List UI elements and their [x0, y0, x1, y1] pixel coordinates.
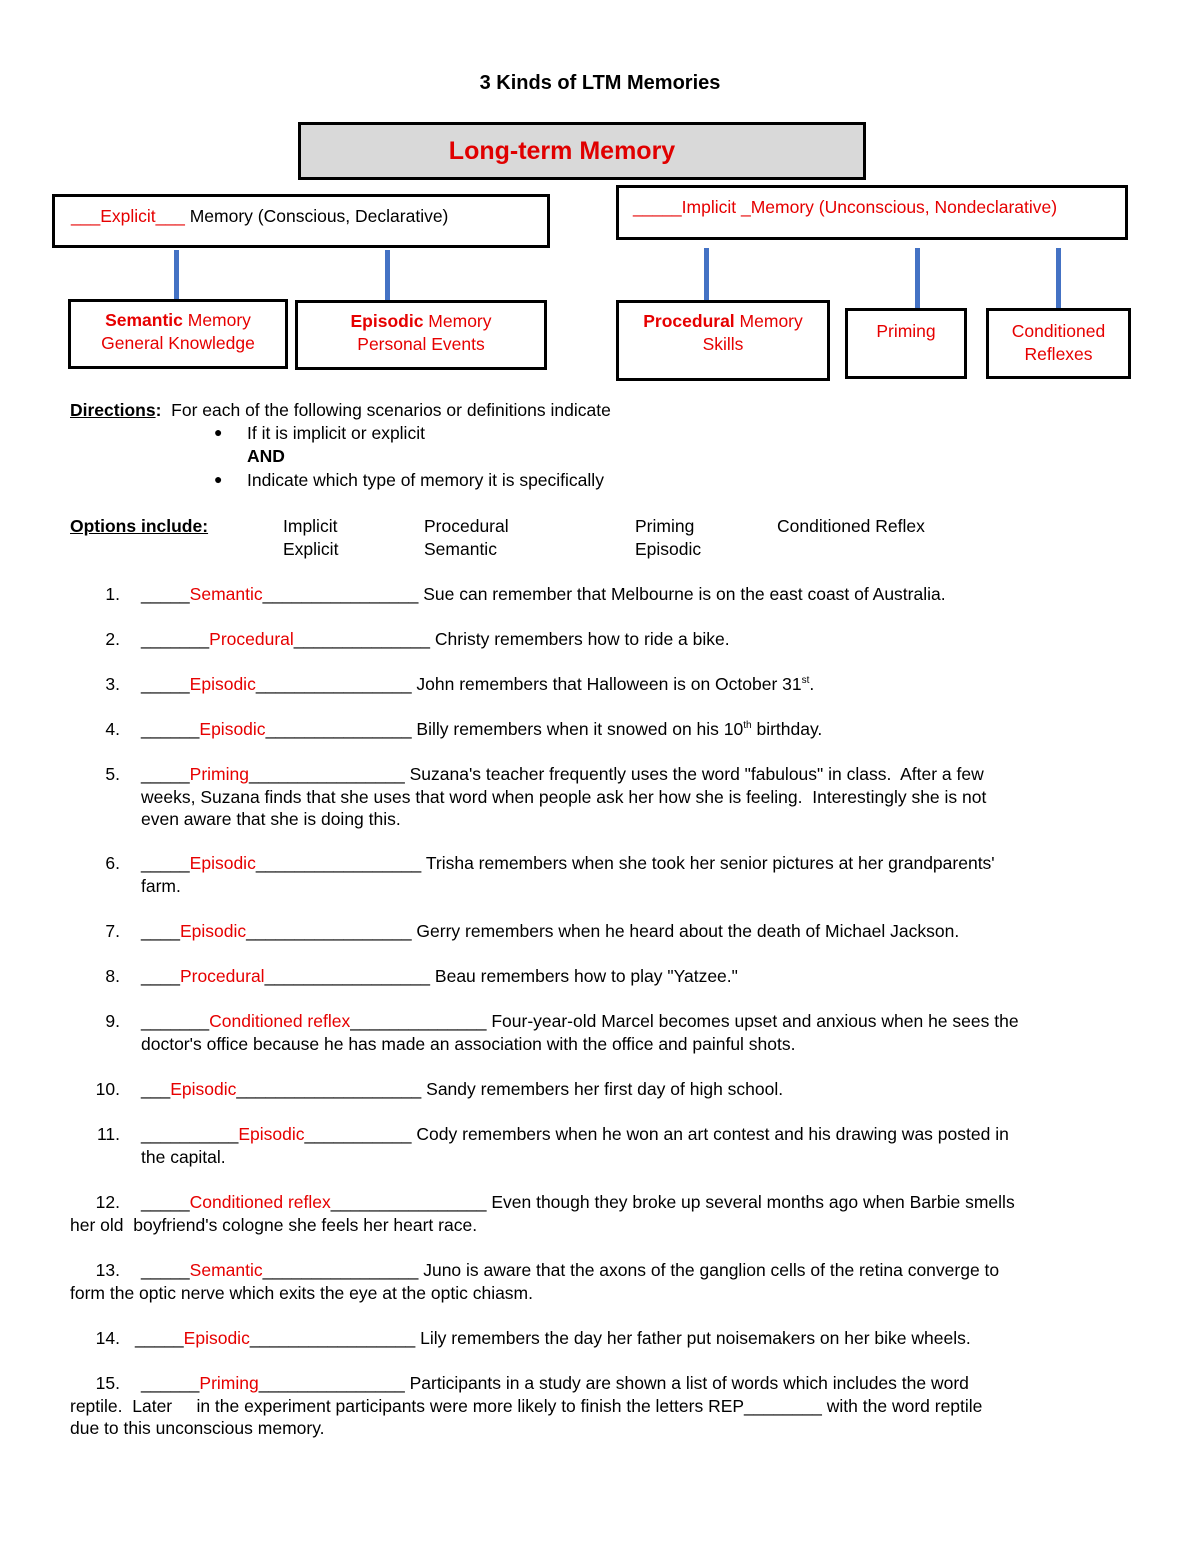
- item-blank-pre: _____: [141, 853, 190, 873]
- item-line: [141, 763, 984, 786]
- item-blank-pre: _____: [141, 1260, 190, 1280]
- item-text: Four-year-old Marcel becomes upset and anxious when he sees the: [486, 1011, 1019, 1031]
- item-superscript: st: [801, 675, 810, 687]
- item-number: 12.: [95, 1192, 120, 1212]
- option-conditioned-reflex: Conditioned Reflex: [777, 516, 925, 536]
- item-text: Participants in a study are shown a list of words which includes the word: [404, 1373, 969, 1393]
- item-line: [141, 1123, 1009, 1146]
- item-blank-post: _______________: [265, 719, 412, 739]
- connector-line: [915, 248, 920, 308]
- item-blank-pre: ______: [141, 719, 200, 739]
- item-answer: Conditioned reflex: [209, 1011, 351, 1031]
- option-implicit: Implicit: [283, 516, 338, 536]
- episodic-rest: Memory: [423, 311, 492, 331]
- implicit-label: Memory (Unconscious, Nondeclarative): [750, 197, 1058, 217]
- connector-line: [385, 250, 390, 300]
- directions-colon: :: [155, 400, 162, 420]
- item-superscript: th: [743, 720, 752, 732]
- item-blank-post: _________________: [264, 966, 431, 986]
- directions-bullet-1: If it is implicit or explicit: [247, 423, 425, 443]
- item-blank-post: ________________: [330, 1192, 487, 1212]
- item-number: 8.: [105, 966, 120, 986]
- item-blank-pre: _____: [135, 1328, 184, 1348]
- item-blank-pre: ______: [141, 1373, 200, 1393]
- item-line: [141, 920, 959, 943]
- episodic-bold: Episodic: [350, 311, 424, 331]
- item-number: 13.: [95, 1260, 120, 1280]
- item-number: 15.: [95, 1373, 120, 1393]
- item-number: 10.: [95, 1079, 120, 1099]
- option-priming: Priming: [635, 516, 695, 536]
- item-blank-post: _________________: [246, 921, 412, 941]
- options-heading: Options include:: [70, 516, 209, 536]
- item-line: [141, 1372, 969, 1395]
- item-text: Sandy remembers her first day of high school.: [421, 1079, 784, 1099]
- item-text: Beau remembers how to play "Yatzee.": [430, 966, 738, 986]
- item-continuation: weeks, Suzana finds that she uses that word when people ask her how she is feeling. Interestingly she is not: [141, 786, 987, 807]
- implicit-answer: Implicit _: [681, 197, 751, 217]
- item-number: 5.: [105, 764, 120, 784]
- item-blank-post: _______________: [258, 1373, 405, 1393]
- procedural-memory-box: [616, 300, 830, 381]
- item-blank-post: ________________: [262, 584, 419, 604]
- item-tail: .: [809, 674, 815, 694]
- item-answer: Priming: [189, 764, 249, 784]
- procedural-sub: Skills: [702, 334, 744, 354]
- item-blank-post: ______________: [350, 1011, 487, 1031]
- long-term-memory-box: Long-term Memory: [298, 122, 866, 180]
- connector-line: [174, 250, 179, 300]
- connector-line: [704, 248, 709, 300]
- item-blank-pre: __________: [141, 1124, 239, 1144]
- item-continuation: the capital.: [141, 1146, 226, 1167]
- item-number: 3.: [105, 674, 120, 694]
- item-continuation: her old boyfriend's cologne she feels her heart race.: [70, 1214, 478, 1235]
- procedural-bold: Procedural: [643, 311, 735, 331]
- episodic-sub: Personal Events: [357, 334, 485, 354]
- connector-line: [1056, 248, 1061, 308]
- item-line: [141, 583, 946, 606]
- explicit-label: Memory (Conscious, Declarative): [184, 206, 449, 226]
- item-text: Even though they broke up several months ago when Barbie smells: [486, 1192, 1015, 1212]
- item-answer: Episodic: [170, 1079, 237, 1099]
- item-answer: Procedural: [179, 966, 265, 986]
- item-blank-post: ________________: [249, 764, 405, 784]
- item-number: 11.: [96, 1124, 120, 1144]
- item-number: 2.: [105, 629, 120, 649]
- item-number: 7.: [105, 921, 120, 941]
- item-blank-post: _________________: [249, 1328, 416, 1348]
- item-continuation: doctor's office because he has made an association with the office and painful shots.: [141, 1033, 796, 1054]
- item-blank-pre: ____: [141, 921, 180, 941]
- item-answer: Episodic: [183, 1328, 250, 1348]
- conditioned-reflexes-box: [986, 308, 1131, 379]
- directions-line: [70, 399, 611, 422]
- option-semantic: Semantic: [424, 539, 497, 559]
- directions-bullet-2: Indicate which type of memory it is specifically: [247, 470, 604, 490]
- item-tail: birthday.: [751, 719, 823, 739]
- item-answer: Semantic: [189, 1260, 263, 1280]
- item-blank-pre: ____: [141, 966, 180, 986]
- item-blank-post: ________________: [262, 1260, 419, 1280]
- item-blank-pre: _____: [141, 764, 190, 784]
- option-procedural: Procedural: [424, 516, 509, 536]
- item-blank-pre: _______: [141, 1011, 210, 1031]
- item-number: 14.: [95, 1328, 120, 1348]
- item-number: 9.: [105, 1011, 120, 1031]
- item-answer: Episodic: [199, 719, 266, 739]
- item-continuation: due to this unconscious memory.: [70, 1418, 325, 1438]
- item-answer: Priming: [199, 1373, 259, 1393]
- implicit-memory-box: [616, 185, 1128, 240]
- directions-text: For each of the following scenarios or definitions indicate: [171, 400, 611, 420]
- option-explicit: Explicit: [283, 539, 339, 559]
- semantic-sub: General Knowledge: [101, 333, 255, 353]
- item-answer: Episodic: [189, 674, 256, 694]
- item-answer: Procedural: [209, 629, 294, 649]
- item-blank-post: ___________________: [236, 1079, 422, 1099]
- item-number: 6.: [105, 853, 120, 873]
- item-text: John remembers that Halloween is on October 31: [411, 674, 802, 694]
- page-title: 3 Kinds of LTM Memories: [479, 72, 721, 94]
- item-number: 1.: [105, 584, 120, 604]
- item-continuation: even aware that she is doing this.: [141, 809, 401, 829]
- item-blank-post: ________________: [255, 674, 412, 694]
- directions-and: AND: [247, 446, 285, 466]
- bullet-icon: ●: [214, 424, 223, 440]
- priming-label: Priming: [876, 321, 936, 341]
- explicit-blank-pre: ___: [71, 206, 101, 226]
- item-text: Lily remembers the day her father put noisemakers on her bike wheels.: [415, 1328, 971, 1348]
- item-text: Suzana's teacher frequently uses the word "fabulous" in class. After a few: [404, 764, 984, 784]
- directions-heading: Directions: [70, 400, 156, 420]
- item-line: [141, 852, 995, 875]
- item-blank-post: ___________: [304, 1124, 412, 1144]
- item-answer: Episodic: [238, 1124, 305, 1144]
- item-text: Juno is aware that the axons of the ganglion cells of the retina converge to: [418, 1260, 1000, 1280]
- item-number: 4.: [105, 719, 120, 739]
- item-answer: Episodic: [179, 921, 247, 941]
- explicit-answer: Explicit: [100, 206, 156, 226]
- item-line: [141, 628, 730, 651]
- item-blank-pre: _____: [141, 584, 190, 604]
- item-line: [141, 965, 738, 988]
- item-line: [141, 718, 822, 741]
- item-text: Gerry remembers when he heard about the death of Michael Jackson.: [411, 921, 960, 941]
- option-episodic: Episodic: [635, 539, 702, 559]
- episodic-memory-box: [295, 300, 547, 370]
- item-blank-pre: ___: [141, 1079, 171, 1099]
- item-line: [141, 1191, 1015, 1214]
- item-continuation: farm.: [141, 875, 181, 896]
- item-blank-pre: _____: [141, 674, 190, 694]
- item-text: Cody remembers when he won an art contest and his drawing was posted in: [411, 1124, 1009, 1144]
- item-line: [135, 1327, 971, 1350]
- item-line: [141, 1010, 1019, 1033]
- semantic-memory-box: [68, 299, 288, 369]
- semantic-bold: Semantic: [105, 310, 183, 330]
- item-text: Billy remembers when it snowed on his 10: [411, 719, 744, 739]
- item-line: [141, 1078, 783, 1101]
- item-text: Sue can remember that Melbourne is on the east coast of Australia.: [418, 584, 946, 604]
- procedural-rest: Memory: [734, 311, 803, 331]
- explicit-memory-box: [52, 194, 550, 248]
- explicit-blank-post: ___: [155, 206, 185, 226]
- item-blank-pre: _______: [141, 629, 210, 649]
- implicit-blank-pre: _____: [633, 197, 682, 217]
- priming-box: [845, 308, 967, 379]
- item-line: [141, 1259, 999, 1282]
- item-answer: Episodic: [189, 853, 256, 873]
- item-blank-post: _________________: [255, 853, 422, 873]
- conditioned-line1: Conditioned: [1011, 321, 1106, 341]
- item-blank-pre: _____: [141, 1192, 190, 1212]
- item-text: Christy remembers how to ride a bike.: [430, 629, 730, 649]
- semantic-rest: Memory: [182, 310, 251, 330]
- item-text: Trisha remembers when she took her senior pictures at her grandparents': [421, 853, 995, 873]
- item-answer: Semantic: [189, 584, 263, 604]
- item-continuation: reptile. Later in the experiment participants were more likely to finish the letters REP________ with the word reptile: [70, 1395, 983, 1416]
- conditioned-line2: Reflexes: [1024, 344, 1093, 364]
- item-answer: Conditioned reflex: [189, 1192, 331, 1212]
- item-blank-post: ______________: [293, 629, 431, 649]
- item-line: [141, 673, 814, 696]
- item-continuation: form the optic nerve which exits the eye at the optic chiasm.: [70, 1282, 533, 1303]
- bullet-icon: ●: [214, 471, 223, 487]
